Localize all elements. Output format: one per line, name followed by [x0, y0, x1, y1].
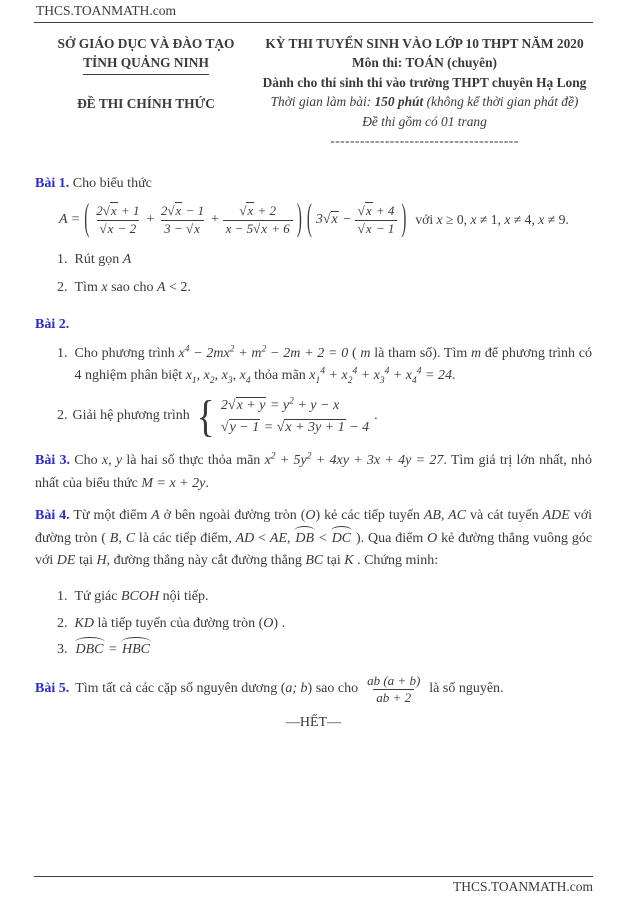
site-footer-text: THCS.TOANMATH.com: [452, 879, 593, 894]
list-item: [57, 277, 592, 300]
fraction-1-numerator: 2√x + 1: [96, 203, 140, 219]
duration-value: 150 phút: [374, 94, 424, 110]
problem-1-heading: [35, 173, 592, 196]
fraction-2: [158, 203, 207, 237]
exam-header: [35, 34, 592, 150]
exam-title: KỲ THI TUYỂN SINH VÀO LỚP 10 THPT NĂM 2020: [265, 36, 584, 51]
separator-dashes: --------------------------------------: [330, 133, 519, 149]
item-text: Tứ giác BCOH nội tiếp.: [74, 588, 209, 604]
fraction-2-denominator: 3 − √x: [161, 220, 204, 238]
equation-system: [221, 395, 369, 438]
problem-3-paragraph: [35, 450, 592, 495]
fraction-3: [223, 203, 293, 237]
problem-2-heading: [35, 314, 592, 337]
header-spacer: [35, 75, 257, 94]
formula-term: 3√x −: [315, 212, 352, 228]
system-intro: Giải hệ phương trình: [72, 408, 190, 424]
problem-3-label: Bài 3.: [35, 453, 70, 468]
fraction-4-denominator: √x − 1: [355, 220, 398, 238]
exam-body: [35, 173, 592, 734]
close-paren: ): [401, 198, 407, 240]
equation-line: $2√x + y = y^2 + y - x$: [220, 396, 340, 413]
item-text: Tìm x sao cho A < 2.: [74, 279, 191, 295]
item-text: KD là tiếp tuyến của đường tròn (O) .: [74, 615, 286, 631]
formula-condition: với x ≥ 0, x ≠ 1, x ≠ 4, x ≠ 9.: [415, 212, 569, 228]
item-number: 2.: [57, 279, 68, 295]
fraction-5-numerator: ab (a + b): [367, 672, 421, 688]
exam-header-left: [35, 34, 257, 150]
problem-1-label: Bài 1.: [35, 176, 70, 192]
problem-1-intro: Cho biểu thức: [72, 176, 152, 192]
item-text: Cho phương trình $x^4 - 2mx^2 + m^2 - 2m + 2 = 0$ ( m là tham số). Tìm m để phương trình có 4 nghiệm phân biệt $x_1$, $x_2$, $x_3$, $x_4$ thỏa mãn $x_1^4 + x_2^4 + x_3^4 + x_4^4 = 24$.: [74, 344, 592, 387]
list-item: [57, 639, 592, 662]
fraction-2-numerator: 2√x − 1: [160, 203, 205, 219]
fraction-4-numerator: √x + 4: [357, 203, 395, 219]
item-number: 1.: [57, 588, 68, 604]
fraction-1: [93, 203, 142, 237]
list-item: [57, 586, 592, 609]
problem-5-row: [35, 673, 592, 707]
duration-post: (không kể thời gian phát đề): [423, 94, 579, 110]
formula-lhs: A =: [59, 212, 81, 228]
problem-5-text-post: là số nguyên.: [429, 681, 504, 697]
official-exam-label: ĐỀ THI CHÍNH THỨC: [77, 96, 215, 112]
fraction-3-numerator: √x + 2: [239, 203, 277, 219]
duration-line: [257, 92, 592, 111]
list-item: [57, 343, 592, 388]
end-of-exam-marker: —HẾT—: [285, 714, 342, 730]
duration-pre: Thời gian làm bài:: [270, 94, 375, 110]
problem-2-label: Bài 2.: [35, 317, 70, 333]
system-period: .: [374, 408, 378, 424]
plus-operator: +: [145, 212, 155, 228]
open-paren: (: [84, 198, 90, 240]
problem-4-label: Bài 4.: [35, 508, 70, 524]
site-header: [34, 3, 593, 23]
list-item: [57, 249, 592, 272]
problem-4-paragraph: [35, 505, 592, 573]
item-text: DBC = HBC: [75, 639, 593, 662]
audience-line: Dành cho thí sinh thi vào trường THPT chuyên Hạ Long: [262, 74, 587, 90]
equation-line: √y − 1 = √x + 3y + 1 − 4: [220, 419, 370, 435]
item-text: Rút gọn A: [74, 252, 132, 268]
fraction-5-denominator: ab + 2: [373, 689, 414, 707]
site-footer: [34, 876, 593, 895]
item-number: 3.: [57, 642, 68, 658]
fraction-3-denominator: x − 5√x + 6: [223, 220, 293, 238]
open-paren: (: [306, 198, 312, 240]
problem-4-text: Từ một điểm A ở bên ngoài đường tròn (O) kẻ các tiếp tuyến AB, AC và cát tuyến ADE với đường tròn ( B, C là các tiếp điểm, AD < AE, DB < DC ). Qua điểm O kẻ đường thẳng vuông góc với DE tại H, đường thẳng này cắt đường thẳng BC tại K . Chứng minh:: [35, 508, 593, 569]
list-item-system: 2. Giải hệ phương trình { $2√x + y = y^2 + y - x$ √y − 1 = √x + 3y + 1 − 4 .: [57, 391, 378, 441]
subject-line: Môn thi: TOÁN (chuyên): [352, 55, 497, 71]
province-line: [35, 53, 257, 74]
item-number: 1.: [57, 252, 68, 268]
exam-header-right: [257, 34, 592, 150]
plus-operator: +: [210, 212, 220, 228]
item-number: 2.: [57, 408, 68, 424]
page-count-line: Đề thi gồm có 01 trang: [362, 113, 487, 129]
problem-1-formula: [59, 198, 592, 240]
fraction-4: [355, 203, 398, 237]
province-name: TỈNH QUẢNG NINH: [83, 53, 209, 74]
fraction-1-denominator: √x − 2: [97, 220, 140, 238]
problem-5-text-pre: Tìm tất cả các cặp số nguyên dương (a; b) sao cho: [75, 681, 359, 697]
item-number: 1.: [57, 345, 68, 361]
fraction-5: [364, 673, 423, 707]
department-name: SỞ GIÁO DỤC VÀ ĐÀO TẠO: [57, 36, 235, 51]
problem-3-text: Cho x, y là hai số thực thỏa mãn $x^2 + 5y^2 + 4xy + 3x + 4y = 27$. Tìm giá trị lớn nhất, nhỏ nhất của biểu thức M = x + 2y.: [35, 451, 592, 491]
item-number: 2.: [57, 615, 68, 631]
site-header-text: THCS.TOANMATH.com: [36, 3, 177, 18]
list-item: [57, 613, 592, 636]
close-paren: ): [296, 198, 302, 240]
problem-5-label: Bài 5.: [35, 681, 70, 697]
